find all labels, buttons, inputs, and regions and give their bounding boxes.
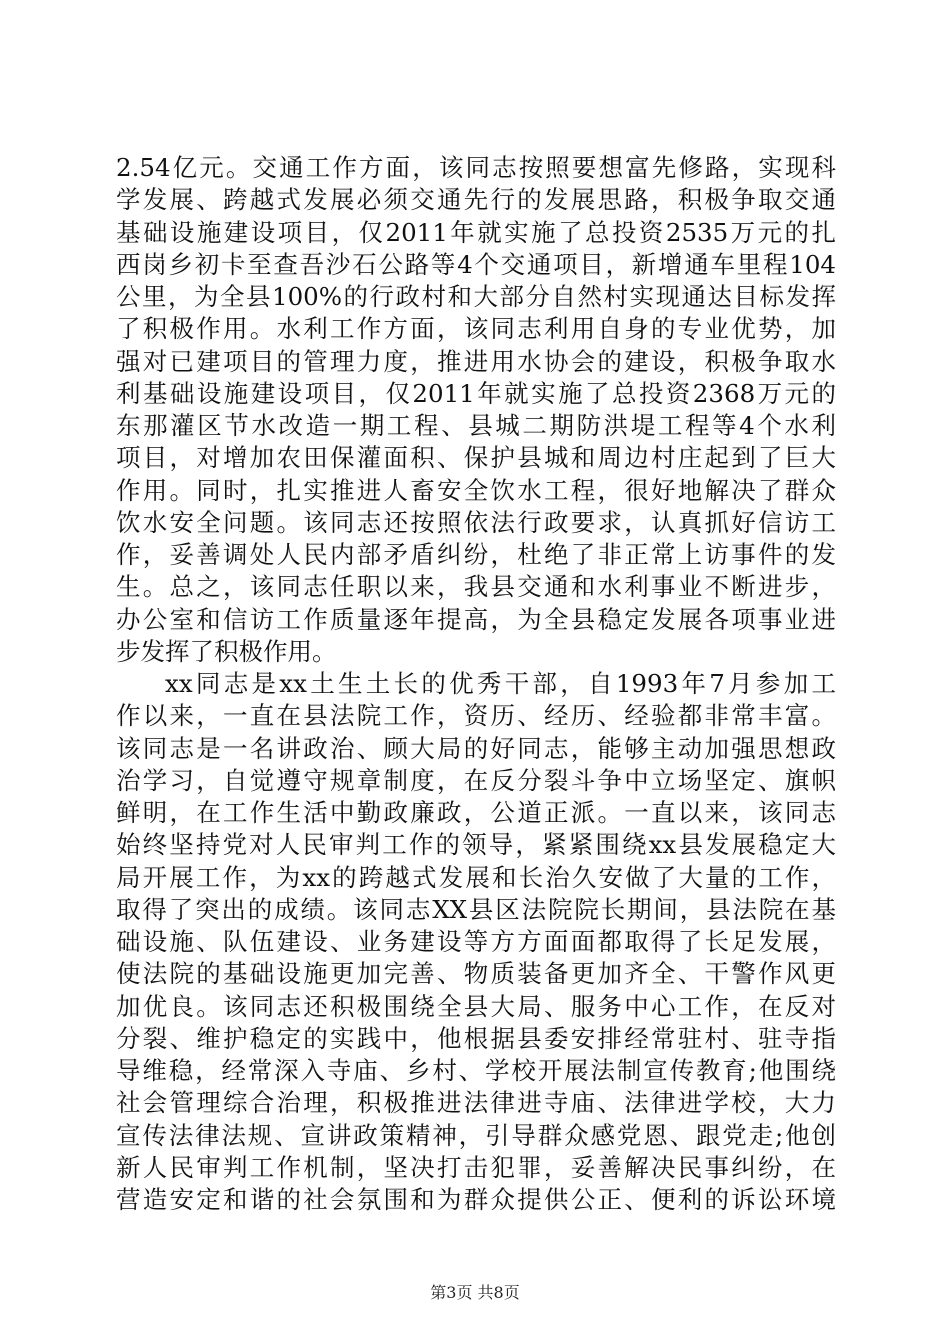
text-line: 鲜明，在工作生活中勤政廉政，公道正派。一直以来，该同志 <box>116 798 836 827</box>
text-line: 生。总之，该同志任职以来，我县交通和水利事业不断进步， <box>116 572 836 602</box>
text-line: 局开展工作，为xx的跨越式发展和长治久安做了大量的工作， <box>116 862 836 892</box>
text-line: 导维稳，经常深入寺庙、乡村、学校开展法制宣传教育;他围绕 <box>116 1056 836 1085</box>
text-line: 办公室和信访工作质量逐年提高，为全县稳定发展各项事业进 <box>116 604 836 634</box>
text-line: 社会管理综合治理，积极推进法律进寺庙、法律进学校，大力 <box>116 1088 836 1118</box>
text-line: 该同志是一名讲政治、顾大局的好同志，能够主动加强思想政 <box>116 733 836 763</box>
text-line: 利基础设施建设项目，仅2011年就实施了总投资2368万元的 <box>116 378 836 408</box>
text-line: 取得了突出的成绩。该同志XX县区法院院长期间，县法院在基 <box>116 894 836 924</box>
text-line: 基础设施建设项目，仅2011年就实施了总投资2535万元的扎 <box>116 217 836 247</box>
text-line: 作，妥善调处人民内部矛盾纠纷，杜绝了非正常上访事件的发 <box>116 540 836 569</box>
text-line: 步发挥了积极作用。 <box>116 636 337 666</box>
text-line: 分裂、维护稳定的实践中，他根据县委安排经常驻村、驻寺指 <box>116 1023 836 1053</box>
paragraph-first-line: xx同志是xx土生土长的优秀干部，自1993年7月参加工 <box>165 669 836 698</box>
text-line: 始终坚持党对人民审判工作的领导，紧紧围绕xx县发展稳定大 <box>116 830 836 860</box>
text-line: 饮水安全问题。该同志还按照依法行政要求，认真抓好信访工 <box>116 507 836 537</box>
body-text <box>116 152 836 1216</box>
text-line: 强对已建项目的管理力度，推进用水协会的建设，积极争取水 <box>116 346 836 376</box>
text-line: 作用。同时，扎实推进人畜安全饮水工程，很好地解决了群众 <box>116 475 836 505</box>
text-line: 了积极作用。水利工作方面，该同志利用自身的专业优势，加 <box>116 314 836 344</box>
text-line: 新人民审判工作机制，坚决打击犯罪，妥善解决民事纠纷，在 <box>116 1152 836 1182</box>
text-line: 学发展、跨越式发展必须交通先行的发展思路，积极争取交通 <box>116 185 836 215</box>
text-line: 公里，为全县100%的行政村和大部分自然村实现通达目标发挥 <box>116 282 836 311</box>
text-line: 东那灌区节水改造一期工程、县城二期防洪堤工程等4个水利 <box>116 411 836 440</box>
text-line: 2.54亿元。交通工作方面，该同志按照要想富先修路，实现科 <box>116 153 836 182</box>
text-line: 使法院的基础设施更加完善、物质装备更加齐全、干警作风更 <box>116 959 836 989</box>
text-line: 治学习，自觉遵守规章制度，在反分裂斗争中立场坚定、旗帜 <box>116 765 836 795</box>
text-line: 项目，对增加农田保灌面积、保护县城和周边村庄起到了巨大 <box>116 443 836 473</box>
text-line: 础设施、队伍建设、业务建设等方方面面都取得了长足发展， <box>116 927 836 956</box>
text-line: 加优良。该同志还积极围绕全县大局、服务中心工作，在反对 <box>116 991 836 1021</box>
page-number-footer: 第3页 共8页 <box>430 1283 520 1302</box>
text-line: 营造安定和谐的社会氛围和为群众提供公正、便利的诉讼环境 <box>116 1185 836 1214</box>
text-line: 作以来，一直在县法院工作，资历、经历、经验都非常丰富。 <box>116 701 836 731</box>
text-line: 宣传法律法规、宣讲政策精神，引导群众感党恩、跟党走;他创 <box>116 1120 836 1150</box>
text-line: 西岗乡初卡至查吾沙石公路等4个交通项目，新增通车里程104 <box>116 249 836 279</box>
